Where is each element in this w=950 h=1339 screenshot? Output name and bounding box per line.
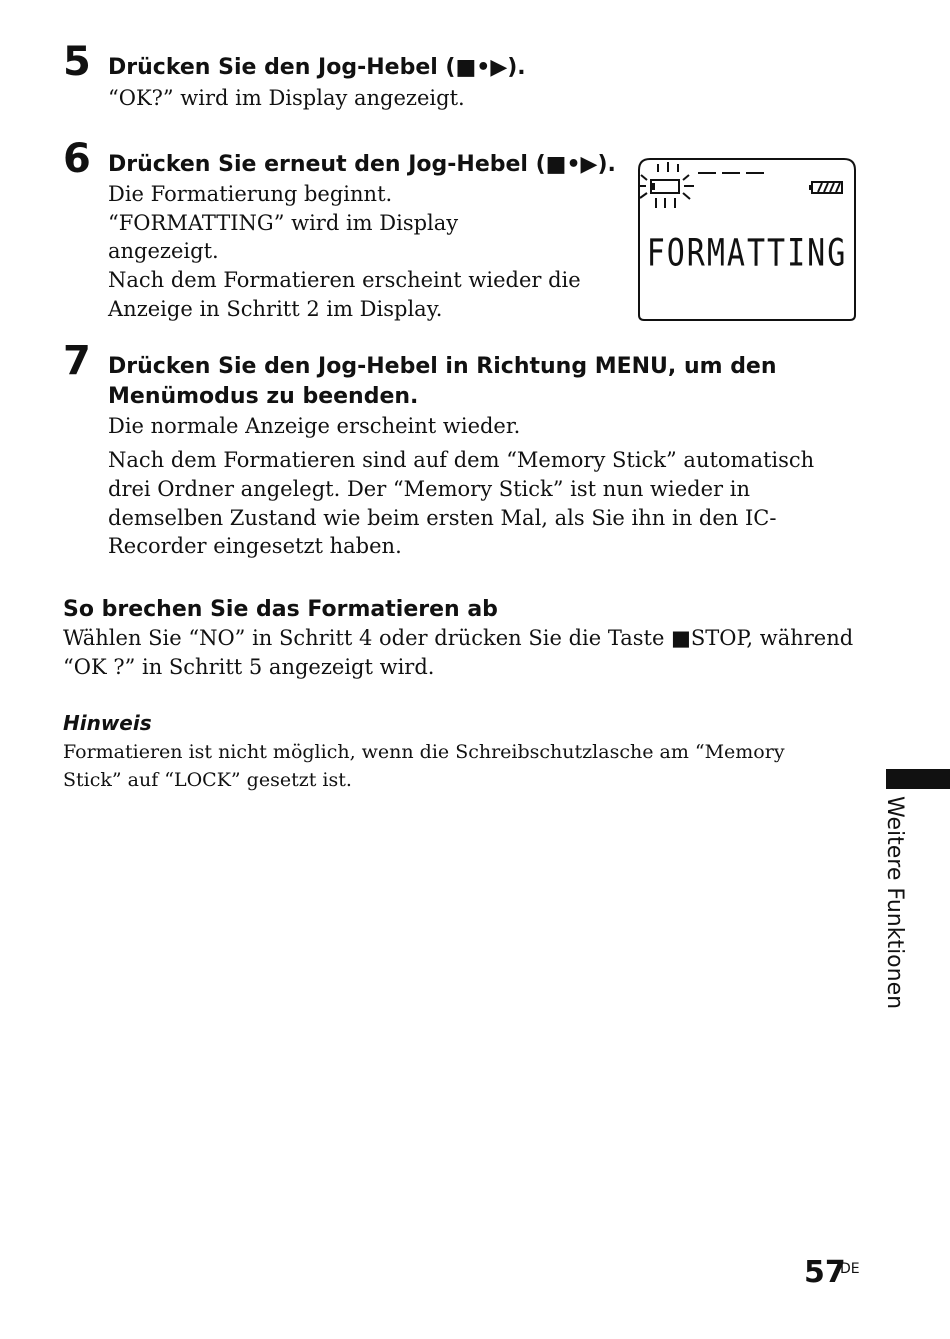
step-number: 6	[63, 136, 91, 182]
section-heading: So brechen Sie das Formatieren ab	[63, 597, 498, 622]
step-text: demselben Zustand wie beim ersten Mal, als Sie ihn in den IC-	[108, 506, 777, 530]
step-text: “FORMATTING” wird im Display	[108, 211, 459, 235]
memory-stick-blink-icon	[638, 172, 708, 216]
step-text: Nach dem Formatieren sind auf dem “Memory Stick” automatisch	[108, 448, 815, 472]
note-text: Formatieren ist nicht möglich, wenn die Schreibschutzlasche am “Memory	[63, 741, 785, 763]
side-tab-label: Weitere Funktionen	[882, 796, 907, 1010]
lcd-text: FORMATTING	[646, 231, 848, 276]
step-heading: Menümodus zu beenden.	[108, 384, 419, 409]
section-text: Wählen Sie “NO” in Schritt 4 oder drücken Sie die Taste ■STOP, während	[63, 626, 854, 650]
page-number-suffix: DE	[840, 1261, 860, 1277]
step-number: 5	[63, 39, 91, 85]
step-text: Anzeige in Schritt 2 im Display.	[108, 297, 443, 321]
step-text: drei Ordner angelegt. Der “Memory Stick” ist nun wieder in	[108, 477, 750, 501]
battery-icon	[809, 180, 845, 196]
page-number: 57	[804, 1255, 846, 1290]
step-text: Die Formatierung beginnt.	[108, 182, 393, 206]
step-text: angezeigt.	[108, 239, 219, 263]
step-number: 7	[63, 338, 91, 384]
note-text: Stick” auf “LOCK” gesetzt ist.	[63, 769, 352, 791]
step-text: “OK?” wird im Display angezeigt.	[108, 86, 465, 110]
step-text: Nach dem Formatieren erscheint wieder die	[108, 268, 581, 292]
step-text: Recorder eingesetzt haben.	[108, 534, 402, 558]
step-heading: Drücken Sie den Jog-Hebel in Richtung MENU, um den	[108, 354, 777, 379]
lcd-display-illustration	[638, 158, 856, 321]
note-heading: Hinweis	[63, 711, 152, 735]
step-text: Die normale Anzeige erscheint wieder.	[108, 414, 521, 438]
step-heading: Drücken Sie den Jog-Hebel (■•▶).	[108, 55, 526, 80]
section-text: “OK ?” in Schritt 5 angezeigt wird.	[63, 655, 435, 679]
side-tab-marker	[886, 769, 950, 789]
step-heading: Drücken Sie erneut den Jog-Hebel (■•▶).	[108, 152, 616, 177]
